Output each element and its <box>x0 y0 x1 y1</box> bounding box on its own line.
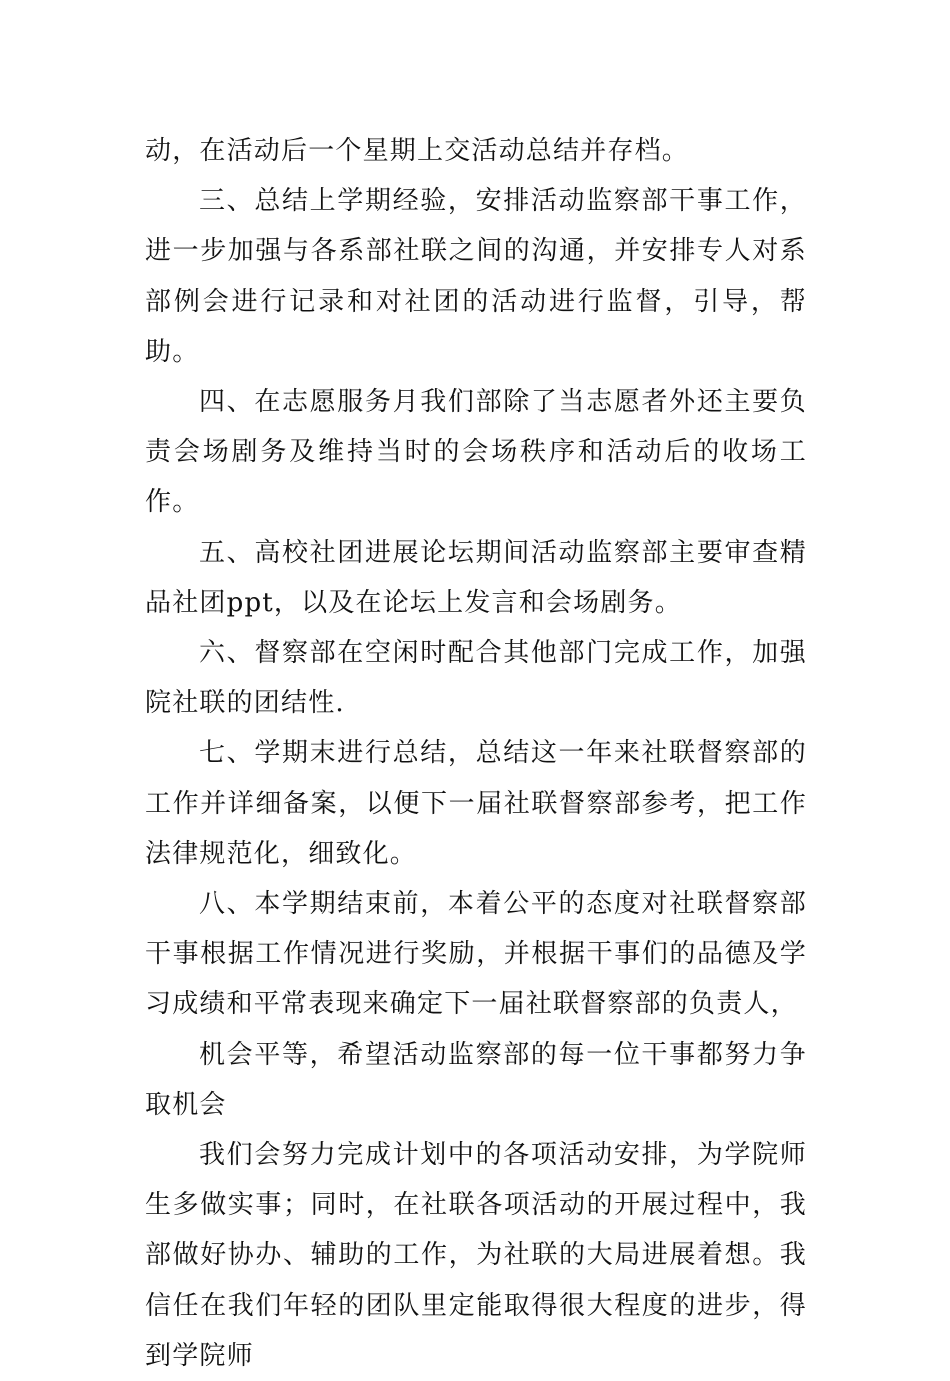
paragraph-item-5: 五、高校社团进展论坛期间活动监察部主要审查精品社团ppt，以及在论坛上发言和会场剧务。 <box>145 537 807 618</box>
paragraph-item-8: 八、本学期结束前，本着公平的态度对社联督察部干事根据工作情况进行奖励，并根据干事们的品德及学习成绩和平常表现来确定下一届社联督察部的负责人， <box>145 889 807 1020</box>
paragraph-equal-opportunity: 机会平等，希望活动监察部的每一位干事都努力争取机会 <box>145 1039 807 1120</box>
paragraph-item-7: 七、学期末进行总结，总结这一年来社联督察部的工作并详细备案，以便下一届社联督察部参考，把工作法律规范化，细致化。 <box>145 738 807 869</box>
paragraph-conclusion: 我们会努力完成计划中的各项活动安排，为学院师生多做实事；同时，在社联各项活动的开展过程中，我部做好协办、辅助的工作，为社联的大局进展着想。我信任在我们年轻的团队里定能取得很大程度的进步，得到学院师 <box>145 1140 807 1371</box>
paragraph-item-6: 六、督察部在空闲时配合其他部门完成工作，加强院社联的团结性. <box>145 638 807 719</box>
paragraph-item-4: 四、在志愿服务月我们部除了当志愿者外还主要负责会场剧务及维持当时的会场秩序和活动后的收场工作。 <box>145 387 807 518</box>
paragraph-continuation: 动，在活动后一个星期上交活动总结并存档。 <box>145 136 690 166</box>
document-body <box>145 126 807 1381</box>
paragraph-item-3: 三、总结上学期经验，安排活动监察部干事工作，进一步加强与各系部社联之间的沟通，并安排专人对系部例会进行记录和对社团的活动进行监督，引导，帮助。 <box>145 186 807 367</box>
